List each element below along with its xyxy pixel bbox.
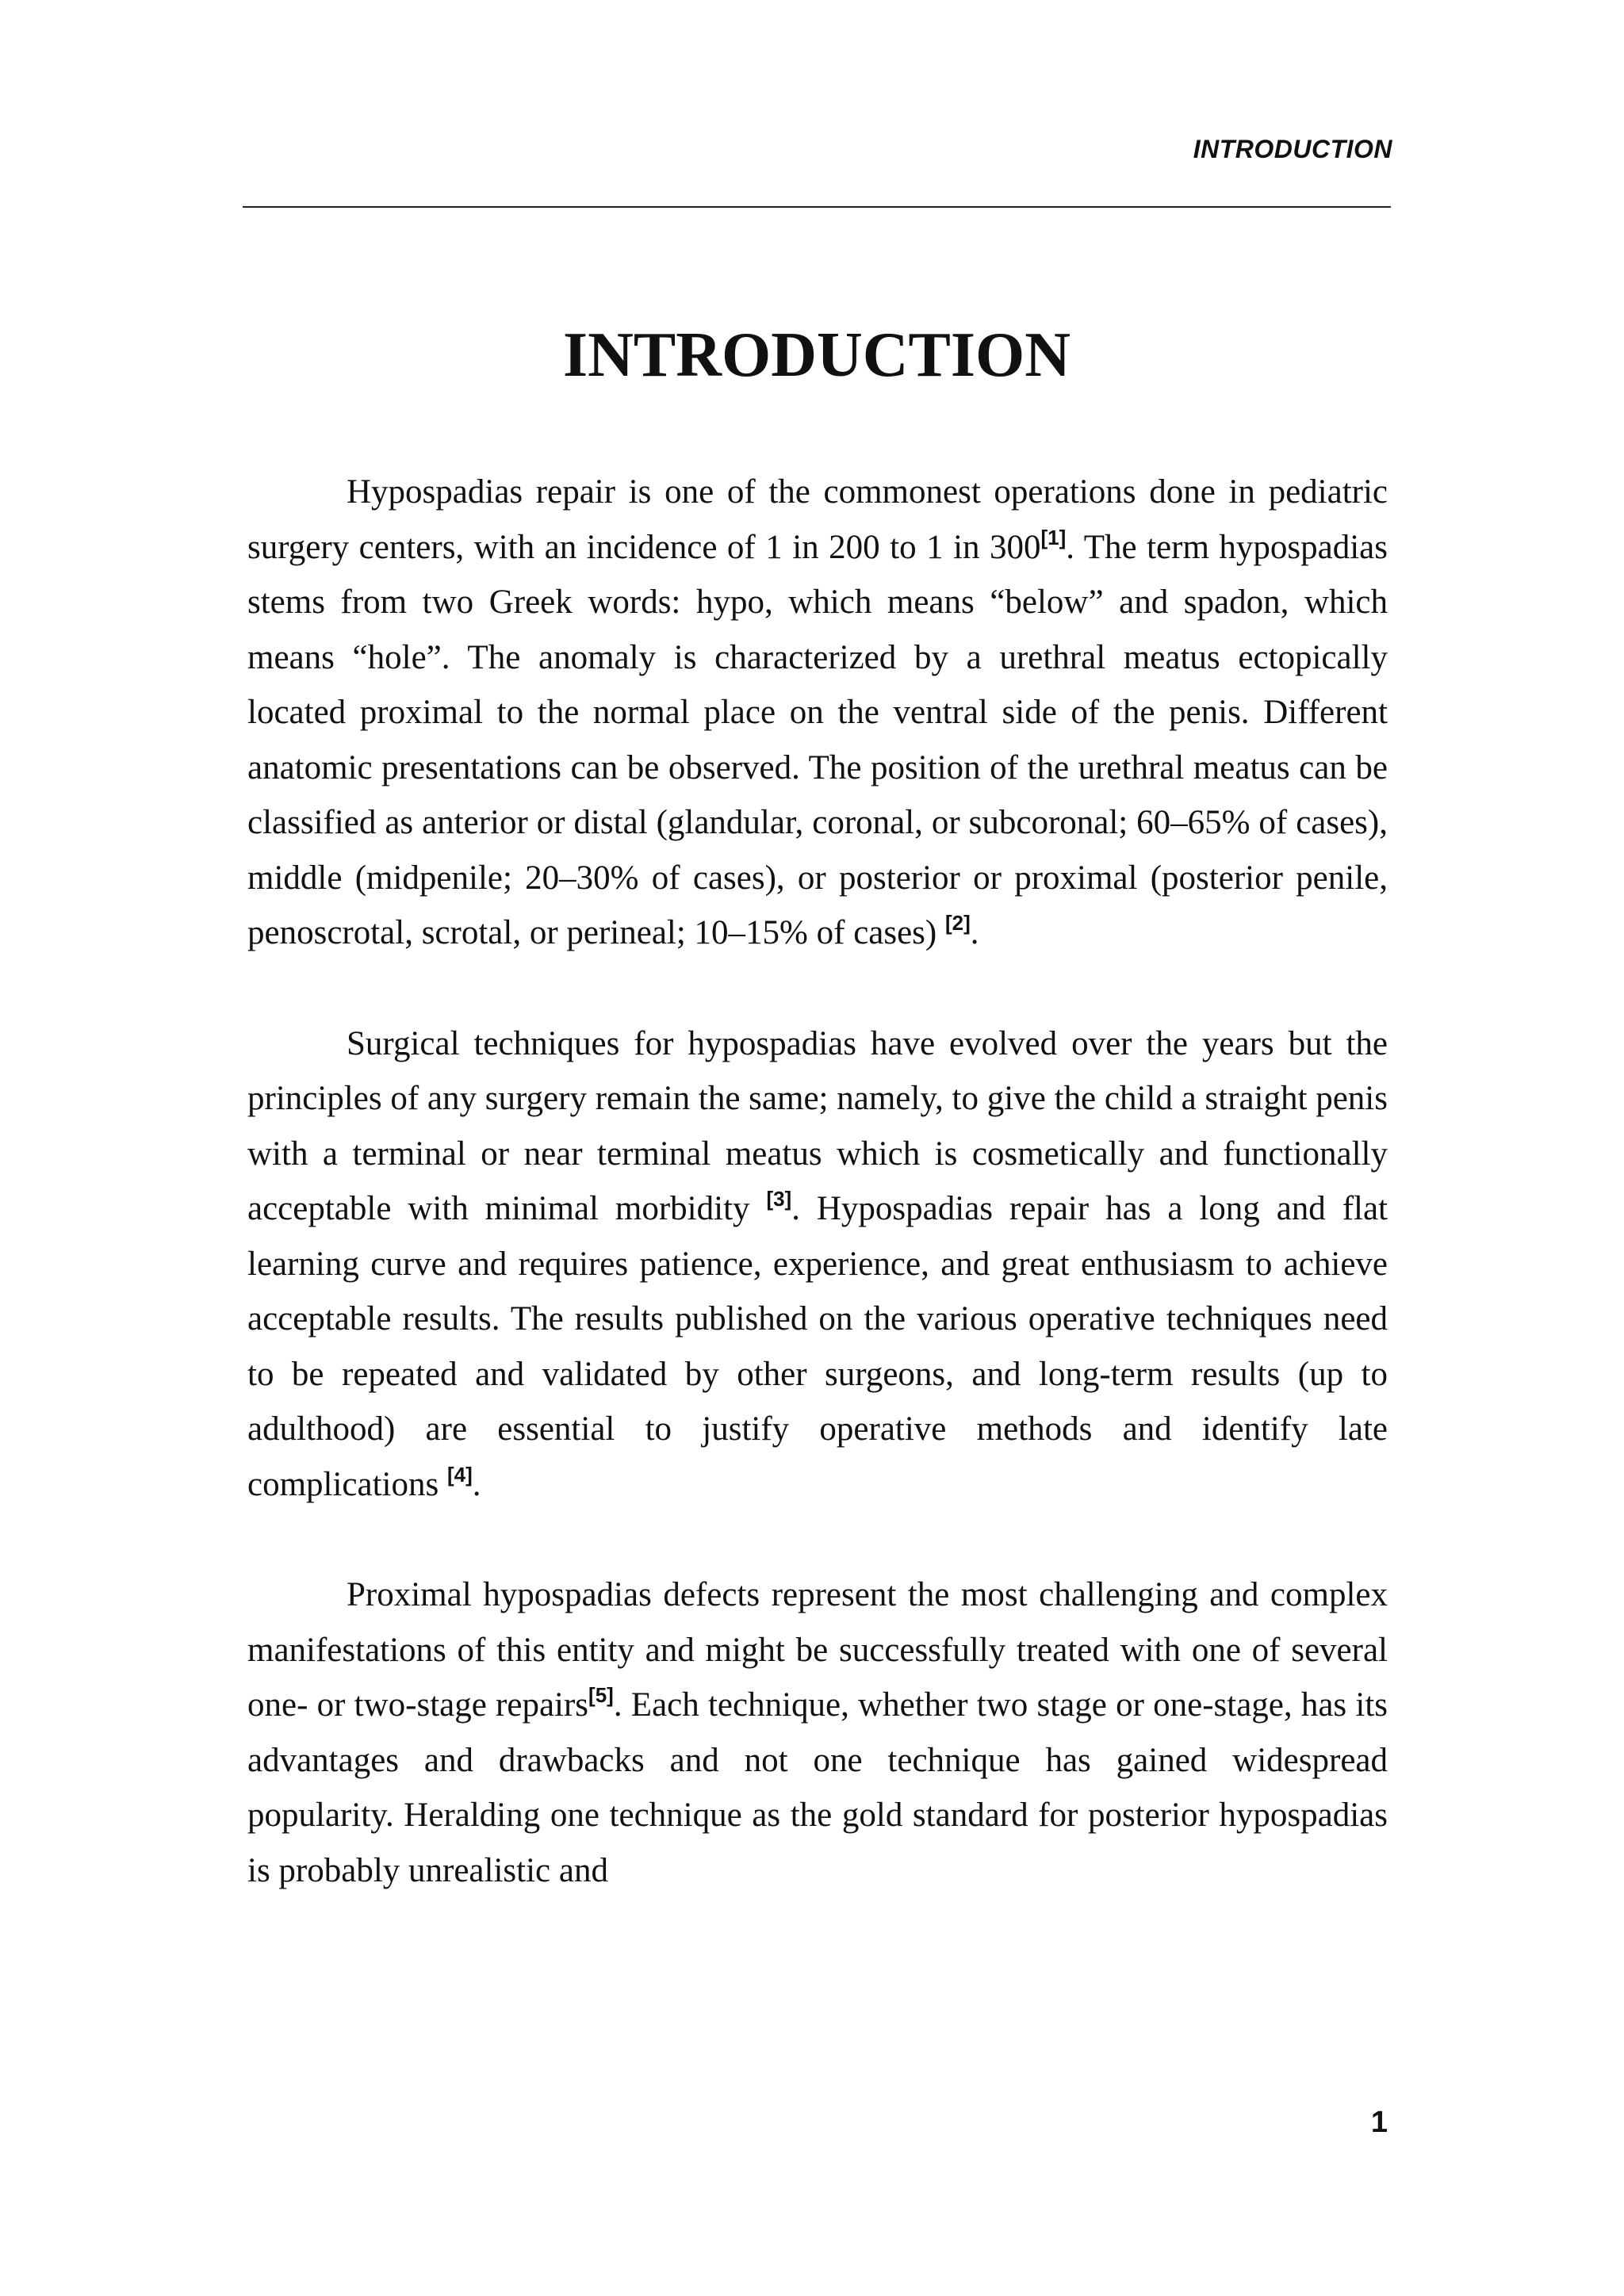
paragraph-2 [247,1016,1388,1513]
paragraph-1 [247,465,1388,961]
header-rule [243,206,1391,208]
page-number: 1 [1370,2106,1388,2139]
paragraph-2-text-1: Surgical techniques for hypospadias have evolved over the years but the principles of any surgery remain the same; namely, to give the child a straight penis with a terminal or near terminal meatus which is cosmetically and functionally acceptable with minimal morbidity [247,1024,1388,1227]
citation-4: [4] [446,1462,473,1487]
body-text [247,465,1388,1954]
paragraph-1-text-2: . The term hypospadias stems from two Greek words: hypo, which means “below” and spadon, which means “hole”. The anomaly is characterized by a urethral meatus ectopically located proximal to the normal place on the ventral side of the penis. Different anatomic presentations can be observed. The position of the urethral meatus can be classified as anterior or distal (glandular, coronal, or subcoronal; 60–65% of cases), middle (midpenile; 20–30% of cases), or posterior or proximal (posterior penile, penoscrotal, scrotal, or perineal; 10–15% of cases) [247,528,1388,951]
paragraph-1-text-3: . [970,914,979,951]
citation-3: [3] [766,1187,792,1211]
paragraph-3-text-2: . Each technique, whether two stage or one-stage, has its advantages and drawbacks and not one technique has gained widespread popularity. Heralding one technique as the gold standard for posterior hypospadias is probably unrealistic and [247,1686,1388,1889]
citation-1: [1] [1040,525,1067,549]
running-header: INTRODUCTION [1193,135,1392,163]
paragraph-3 [247,1567,1388,1898]
citation-5: [5] [588,1683,614,1707]
paragraph-3-text-1: Proximal hypospadias defects represent the most challenging and complex manifestations of this entity and might be successfully treated with one of several one- or two-stage repairs [247,1576,1388,1724]
citation-2: [2] [945,911,971,935]
paragraph-1-text-1: Hypospadias repair is one of the commonest operations done in pediatric surgery centers, with an incidence of 1 in 200 to 1 in 300 [247,473,1388,566]
chapter-title: INTRODUCTION [562,320,1071,390]
paragraph-2-text-3: . [472,1465,481,1503]
paragraph-2-text-2: . Hypospadias repair has a long and flat learning curve and requires patience, experience, and great enthusiasm to achieve acceptable results. The results published on the various operative techniques need to be repeated and validated by other surgeons, and long-term results (up to adulthood) are essential to justify operative methods and identify late complications [247,1190,1388,1503]
